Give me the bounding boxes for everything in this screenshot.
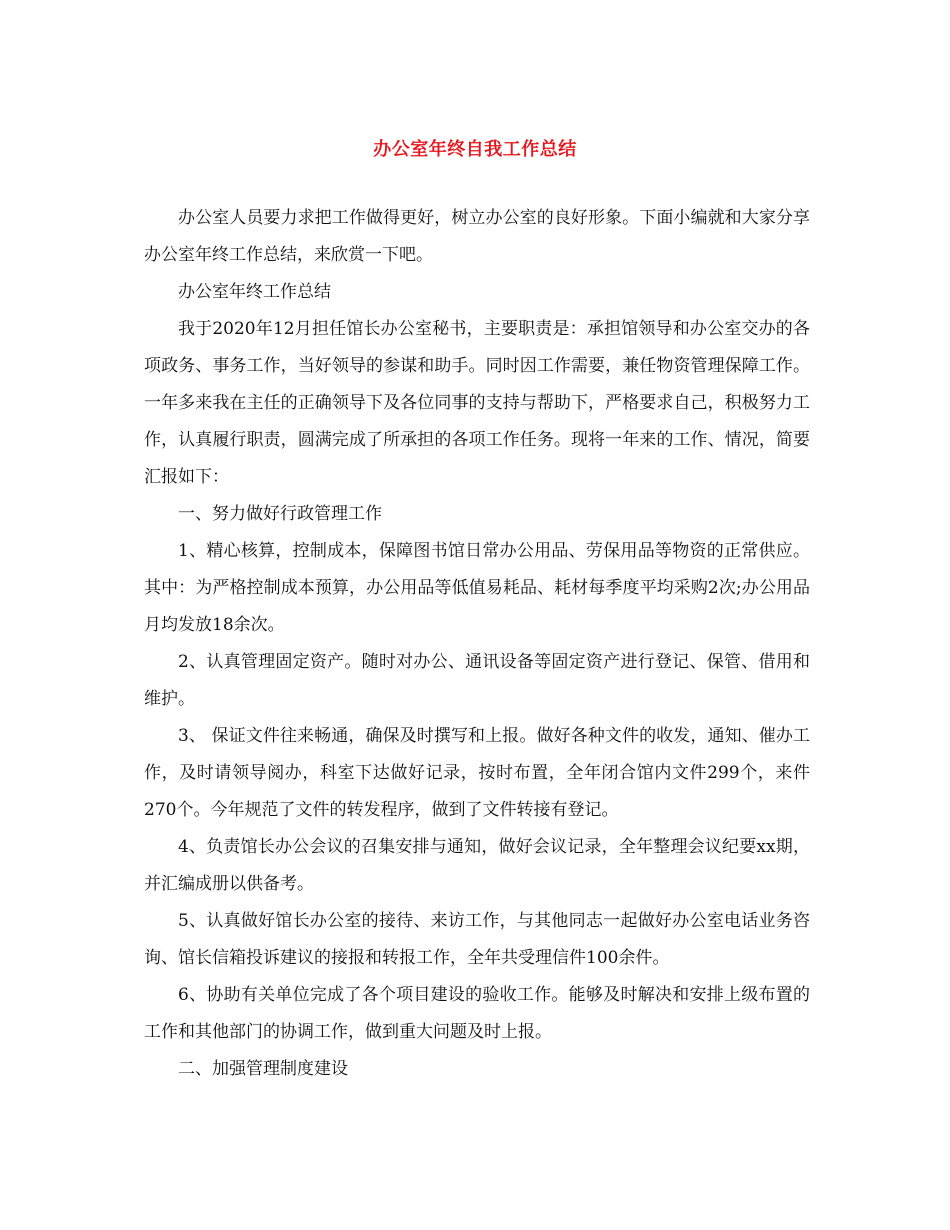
list-item-6: 6、协助有关单位完成了各个项目建设的验收工作。能够及时解决和安排上级布置的工作和其他部门的协调工作，做到重大问题及时上报。 — [144, 985, 810, 1042]
list-item-1: 1、精心核算，控制成本，保障图书馆日常办公用品、劳保用品等物资的正常供应。 其中：为严格控制成本预算，办公用品等低值易耗品、耗材每季度平均采购2次;办公用品月均发放18余次。 — [144, 541, 810, 635]
list-item-4: 4、负责馆长办公会议的召集安排与通知，做好会议记录，全年整理会议纪要xx期，并汇编成册以供备考。 — [144, 837, 810, 894]
paragraph-subtitle: 办公室年终工作总结 — [178, 282, 331, 302]
list-item-5: 5、认真做好馆长办公室的接待、来访工作，与其他同志一起做好办公室电话业务咨询、馆长信箱投诉建议的接报和转报工作，全年共受理信件100余件。 — [144, 911, 810, 968]
section-heading-2: 二、加强管理制度建设 — [178, 1059, 348, 1079]
list-item-3: 3、 保证文件往来畅通，确保及时撰写和上报。做好各种文件的收发，通知、催办工作，及时请领导阅办，科室下达做好记录，按时布置，全年闭合馆内文件299个，来件270个。今年规范了文件的转发程序，做到了文件转接有登记。 — [144, 726, 810, 820]
paragraph-intro: 办公室人员要力求把工作做得更好，树立办公室的良好形象。下面小编就和大家分享办公室年终工作总结，来欣赏一下吧。 — [144, 208, 810, 265]
document-title: 办公室年终自我工作总结 — [373, 139, 577, 160]
document-body — [144, 200, 810, 1088]
paragraph-overview: 我于2020年12月担任馆长办公室秘书，主要职责是：承担馆领导和办公室交办的各项政务、事务工作，当好领导的参谋和助手。同时因工作需要，兼任物资管理保障工作。一年多来我在主任的正确领导下及各位同事的支持与帮助下，严格要求自己，积极努力工作，认真履行职责，圆满完成了所承担的各项工作任务。现将一年来的工作、情况，简要汇报如下： — [144, 319, 810, 487]
section-heading-1: 一、努力做好行政管理工作 — [178, 504, 382, 524]
list-item-2: 2、认真管理固定资产。随时对办公、通讯设备等固定资产进行登记、保管、借用和维护。 — [144, 652, 810, 709]
